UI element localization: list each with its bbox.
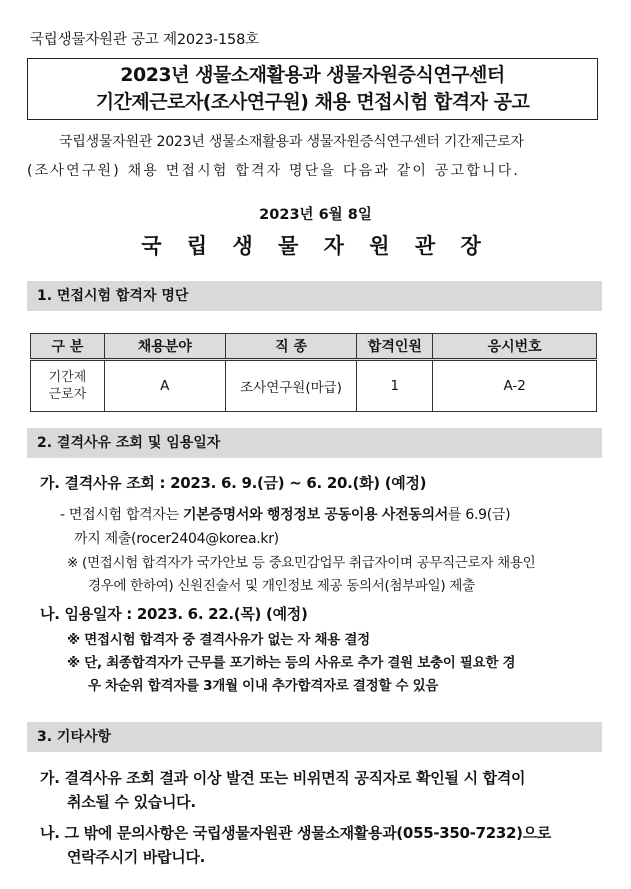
cell-field: A: [104, 360, 225, 412]
col-header-category: 구 분: [31, 334, 105, 360]
announcement-date: 2023년 6월 8일: [259, 207, 372, 223]
cell-category-line-2: 근로자: [48, 387, 87, 402]
section-2-na-note-2-line-1: ※ 단, 최종합격자가 근무를 포기하는 등의 사유로 추가 결원 보충이 필요한 경: [67, 655, 516, 671]
dash-line-1-bold: 기본증명서와 행정정보 공동이용 사전동의서: [183, 507, 448, 523]
document-title: [27, 58, 598, 120]
table-header-row: [31, 334, 597, 360]
section-3-heading: 3. 기타사항: [27, 722, 602, 752]
cell-number: A-2: [433, 360, 597, 412]
section-2-item-ga-title: 가. 결격사유 조회 : 2023. 6. 9.(금) ~ 6. 20.(화) (예정): [40, 474, 427, 492]
organization-head: 국 립 생 물 자 원 관 장: [141, 234, 490, 258]
section-3-item-ga-line-2: 취소될 수 있습니다.: [67, 793, 196, 811]
section-2-dash-line-1: [60, 504, 510, 524]
section-3-item-ga-line-1: 가. 결격사유 조회 결과 이상 발견 또는 비위면직 공직자로 확인될 시 합격이: [40, 769, 526, 787]
intro-paragraph: [27, 128, 602, 186]
section-2-note-line-2: 경우에 한하여) 신원진술서 및 개인정보 제공 동의서(첨부파일) 제출: [88, 578, 475, 594]
section-3-item-na-line-2: 연락주시기 바랍니다.: [67, 848, 206, 866]
section-2-heading: 2. 결격사유 조회 및 임용일자: [27, 428, 602, 458]
section-2-dash-line-2: 까지 제출(rocer2404@korea.kr): [74, 531, 279, 547]
section-3-item-na-line-1: 나. 그 밖에 문의사항은 국립생물자원관 생물소재활용과(055-350-7232)으로: [40, 824, 552, 842]
title-line-2: 기간제근로자(조사연구원) 채용 면접시험 합격자 공고: [95, 91, 530, 113]
table-row: [31, 360, 597, 412]
dash-line-1-pre: - 면접시험 합격자는: [60, 507, 183, 523]
col-header-count: 합격인원: [357, 334, 433, 360]
col-header-field: 채용분야: [104, 334, 225, 360]
cell-count: 1: [357, 360, 433, 412]
notice-number: 국립생물자원관 공고 제2023-158호: [30, 32, 259, 48]
section-2-item-na-title: 나. 임용일자 : 2023. 6. 22.(목) (예정): [40, 605, 308, 623]
intro-line-2: (조사연구원) 채용 면접시험 합격자 명단을 다음과 같이 공고합니다.: [27, 163, 521, 179]
dash-line-1-post: 를 6.9(금): [447, 507, 511, 523]
section-2-na-note-2-line-2: 우 차순위 합격자를 3개월 이내 추가합격자로 결정할 수 있음: [88, 678, 439, 694]
cell-category-line-1: 기간제: [48, 370, 87, 385]
cell-job: 조사연구원(마급): [225, 360, 357, 412]
title-line-1: 2023년 생물소재활용과 생물자원증식연구센터: [120, 64, 505, 86]
col-header-job: 직 종: [225, 334, 357, 360]
col-header-number: 응시번호: [433, 334, 597, 360]
passer-table: [30, 333, 597, 412]
intro-line-1: 국립생물자원관 2023년 생물소재활용과 생물자원증식연구센터 기간제근로자: [59, 134, 524, 150]
section-1-heading: 1. 면접시험 합격자 명단: [27, 281, 602, 311]
section-2-note-line-1: ※ (면접시험 합격자가 국가안보 등 중요민감업무 취급자이며 공무직근로자 채용인: [67, 555, 536, 571]
section-2-na-note-1: ※ 면접시험 합격자 중 결격사유가 없는 자 채용 결정: [67, 632, 370, 648]
cell-category: [31, 360, 105, 412]
